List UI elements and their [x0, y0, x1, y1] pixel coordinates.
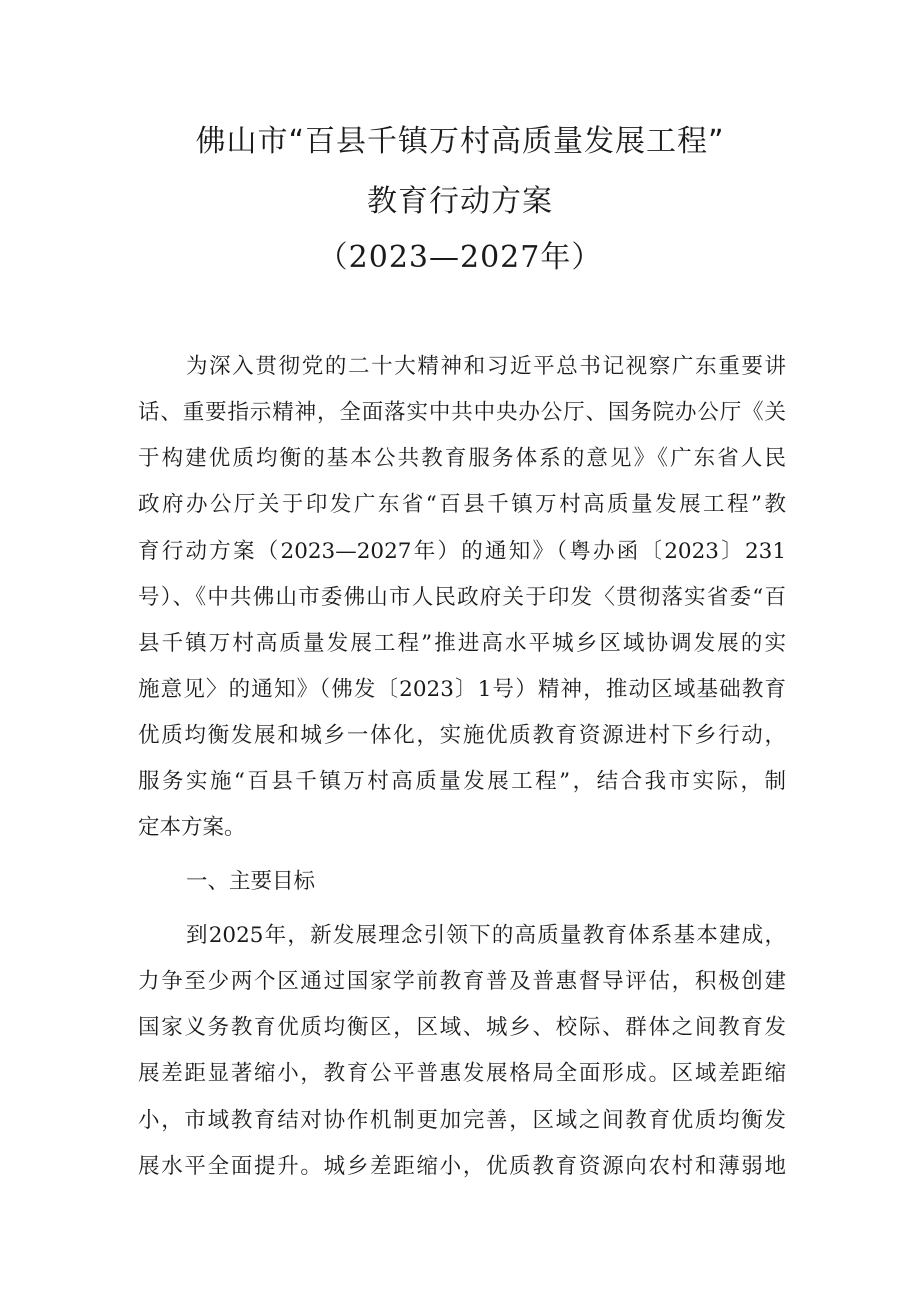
section-heading-main-goals: 一、主要目标	[186, 869, 316, 894]
document-title-line-1: 佛山市“百县千镇万村高质量发展工程”	[195, 124, 725, 159]
section-1-line: 展差距显著缩小，教育公平普惠发展格局全面形成。区域差距缩	[138, 1061, 786, 1086]
document-title-line-3: （2023—2027年）	[317, 240, 603, 275]
section-1-line: 到2025年，新发展理念引领下的高质量教育体系基本建成，	[186, 923, 786, 948]
intro-line: 于构建优质均衡的基本公共教育服务体系的意见》《广东省人民	[138, 446, 786, 471]
intro-line: 为深入贯彻党的二十大精神和习近平总书记视察广东重要讲	[186, 354, 786, 379]
intro-line: 政府办公厅关于印发广东省“百县千镇万村高质量发展工程”教	[138, 492, 786, 517]
intro-line: 县千镇万村高质量发展工程”推进高水平城乡区域协调发展的实	[138, 631, 786, 656]
document-title-line-2: 教育行动方案	[367, 184, 553, 219]
intro-line: 服务实施“百县千镇万村高质量发展工程”，结合我市实际，制	[138, 769, 786, 794]
intro-line: 号）、《中共佛山市委佛山市人民政府关于印发〈贯彻落实省委“百	[138, 585, 786, 610]
section-1-line: 力争至少两个区通过国家学前教育普及普惠督导评估，积极创建	[138, 969, 786, 994]
intro-line: 话、重要指示精神，全面落实中共中央办公厅、国务院办公厅《关	[138, 400, 786, 425]
intro-line: 施意见〉的通知》（佛发〔2023〕1号）精神，推动区域基础教育	[138, 677, 786, 702]
section-1-line: 展水平全面提升。城乡差距缩小，优质教育资源向农村和薄弱地	[138, 1154, 786, 1179]
section-1-line: 国家义务教育优质均衡区，区域、城乡、校际、群体之间教育发	[138, 1015, 786, 1040]
section-1-line: 小，市域教育结对协作机制更加完善，区域之间教育优质均衡发	[138, 1108, 786, 1133]
intro-line: 优质均衡发展和城乡一体化，实施优质教育资源进村下乡行动，	[138, 723, 786, 748]
intro-line: 育行动方案（2023—2027年）的通知》（粤办函〔2023〕231	[138, 539, 786, 564]
intro-line: 定本方案。	[138, 815, 246, 840]
